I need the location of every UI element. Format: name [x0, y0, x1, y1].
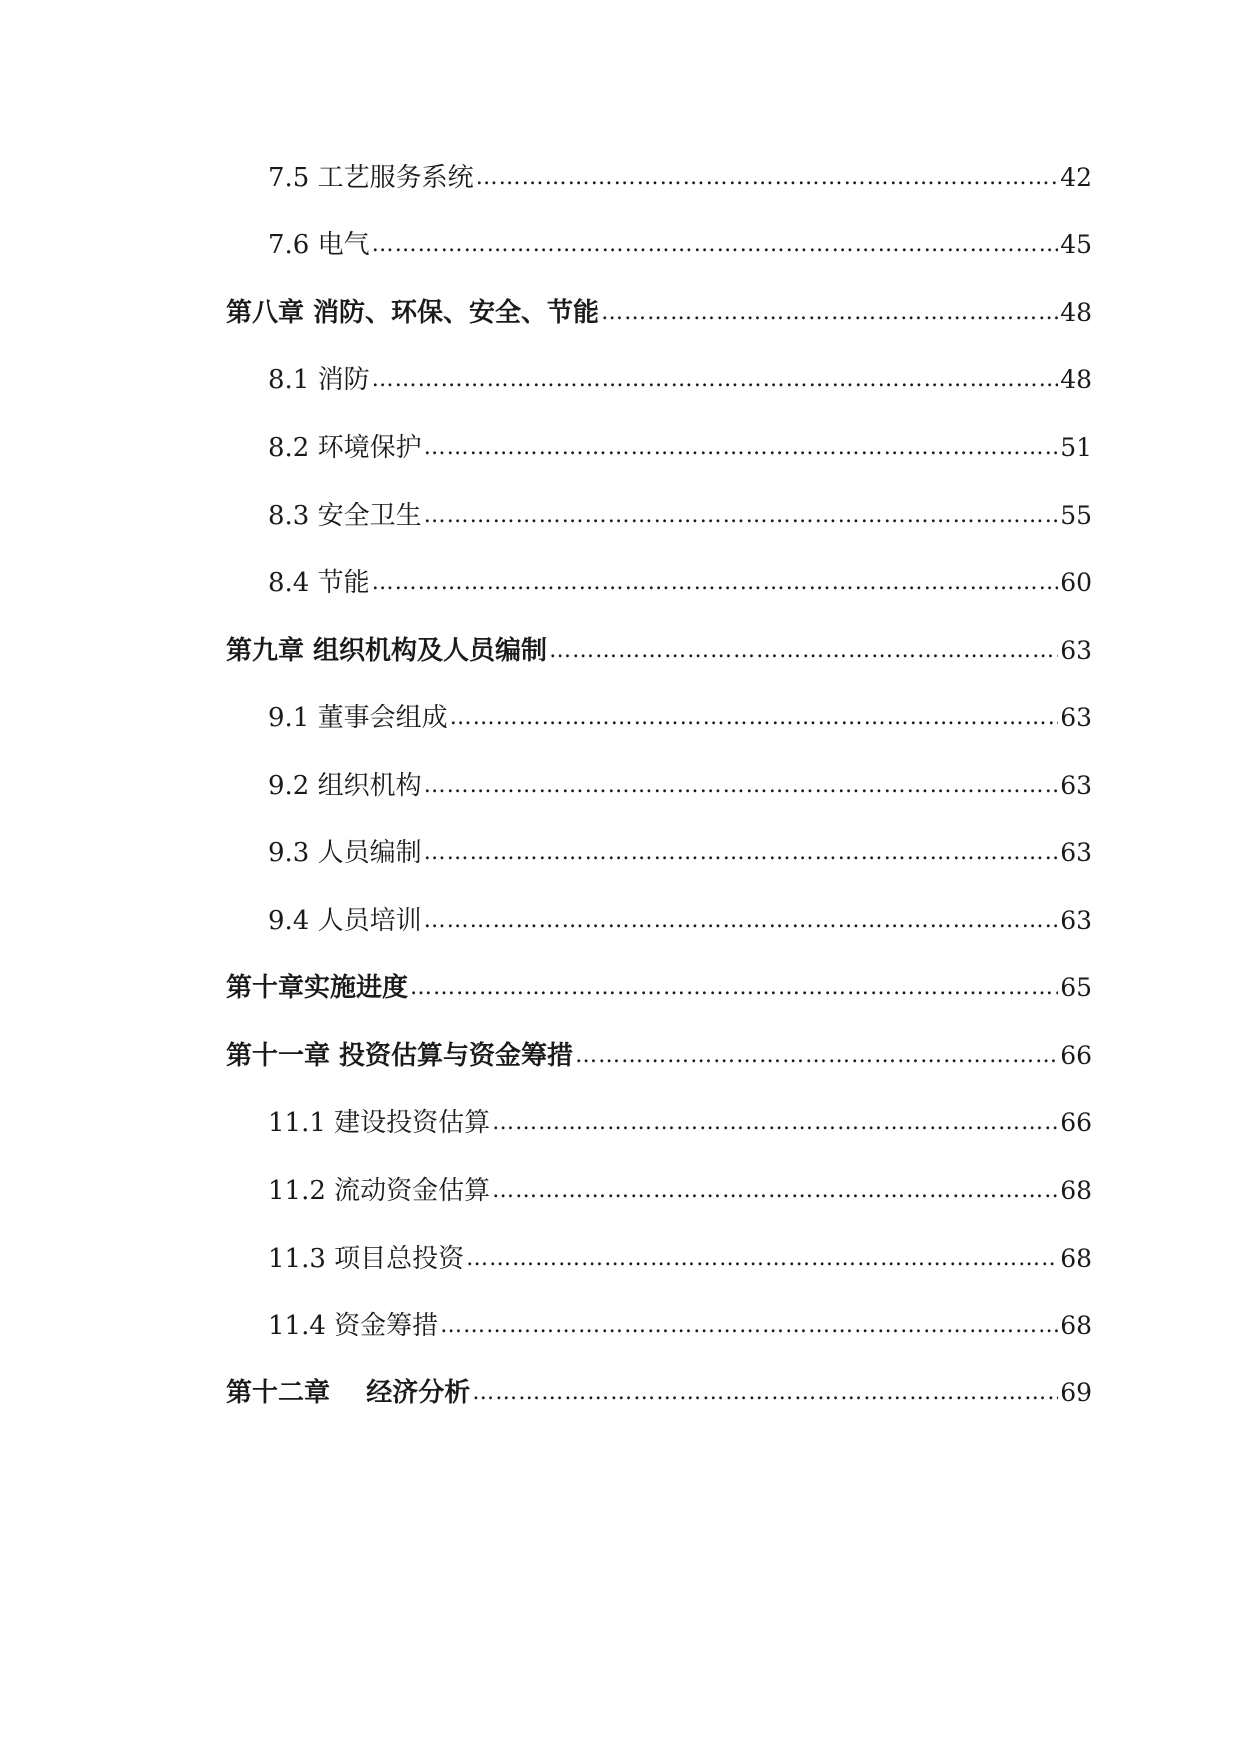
- toc-entry-label: 8.3 安全卫生: [268, 501, 422, 531]
- toc-page-number: 68: [1060, 1176, 1092, 1205]
- toc-entry-label: 11.2 流动资金估算: [268, 1176, 491, 1206]
- toc-entry-label: 8.1 消防: [268, 365, 370, 395]
- toc-entry-label: 7.5 工艺服务系统: [268, 163, 474, 193]
- dot-leader: [549, 631, 1058, 671]
- toc-page-number: 69: [1060, 1378, 1092, 1407]
- toc-entry-11-3[interactable]: [268, 1239, 1092, 1279]
- toc-chapter-label: 第九章 组织机构及人员编制: [226, 636, 548, 666]
- toc-chapter-label: 第十章实施进度: [226, 973, 409, 1003]
- dot-leader: [575, 1036, 1058, 1076]
- toc-page-number: 63: [1060, 771, 1092, 800]
- toc-page-number: 66: [1060, 1108, 1092, 1137]
- toc-page-number: 45: [1060, 230, 1092, 259]
- toc-page-number: 68: [1060, 1311, 1092, 1340]
- toc-entry-label: 11.1 建设投资估算: [268, 1108, 491, 1138]
- dot-leader: [466, 1239, 1058, 1279]
- toc-page-number: 63: [1060, 703, 1092, 732]
- toc-entry-label: 9.3 人员编制: [268, 838, 422, 868]
- toc-chapter-label: 第八章 消防、环保、安全、节能: [226, 298, 600, 328]
- toc-entry-9-4[interactable]: [268, 901, 1092, 941]
- toc-chapter-12[interactable]: [226, 1373, 1092, 1413]
- toc-entry-11-4[interactable]: [268, 1306, 1092, 1346]
- dot-leader: [424, 833, 1059, 873]
- dot-leader: [372, 563, 1059, 603]
- toc-page-number: 65: [1060, 973, 1092, 1002]
- toc-entry-7-5[interactable]: [268, 158, 1092, 198]
- toc-entry-label: 9.2 组织机构: [268, 771, 422, 801]
- toc-page-number: 42: [1060, 163, 1092, 192]
- toc-entry-label: 11.3 项目总投资: [268, 1244, 465, 1274]
- dot-leader: [372, 225, 1059, 265]
- dot-leader: [450, 698, 1059, 738]
- dot-leader: [492, 1103, 1058, 1143]
- dot-leader: [424, 428, 1059, 468]
- toc-entry-11-2[interactable]: [268, 1171, 1092, 1211]
- toc-entry-8-3[interactable]: [268, 496, 1092, 536]
- toc-entry-label: 11.4 资金筹措: [268, 1311, 439, 1341]
- toc-entry-label: 8.2 环境保护: [268, 433, 422, 463]
- toc-page-number: 55: [1060, 501, 1092, 530]
- toc-chapter-9[interactable]: [226, 631, 1092, 671]
- toc-page-number: 66: [1060, 1041, 1092, 1070]
- toc-page-number: 68: [1060, 1244, 1092, 1273]
- toc-chapter-10[interactable]: [226, 968, 1092, 1008]
- toc-page-number: 63: [1060, 636, 1092, 665]
- toc-entry-label: 7.6 电气: [268, 230, 370, 260]
- dot-leader: [440, 1306, 1058, 1346]
- dot-leader: [424, 496, 1059, 536]
- dot-leader: [424, 901, 1059, 941]
- toc-entry-label: 9.1 董事会组成: [268, 703, 448, 733]
- toc-entry-8-1[interactable]: [268, 360, 1092, 400]
- toc-chapter-label: 第十一章 投资估算与资金筹措: [226, 1041, 574, 1071]
- toc-chapter-8[interactable]: [226, 293, 1092, 333]
- toc-entry-9-1[interactable]: [268, 698, 1092, 738]
- toc-entry-9-3[interactable]: [268, 833, 1092, 873]
- toc-page-number: 63: [1060, 838, 1092, 867]
- dot-leader: [372, 360, 1059, 400]
- dot-leader: [492, 1171, 1058, 1211]
- dot-leader: [476, 158, 1059, 198]
- toc-entry-label: 9.4 人员培训: [268, 906, 422, 936]
- dot-leader: [472, 1373, 1058, 1413]
- toc-entry-8-2[interactable]: [268, 428, 1092, 468]
- toc-entry-11-1[interactable]: [268, 1103, 1092, 1143]
- toc-entry-label: 8.4 节能: [268, 568, 370, 598]
- dot-leader: [424, 766, 1059, 806]
- toc-entry-7-6[interactable]: [268, 225, 1092, 265]
- toc-entry-8-4[interactable]: [268, 563, 1092, 603]
- toc-page-number: 60: [1060, 568, 1092, 597]
- toc-page-number: 48: [1060, 298, 1092, 327]
- dot-leader: [410, 968, 1058, 1008]
- toc-entry-9-2[interactable]: [268, 766, 1092, 806]
- toc-chapter-11[interactable]: [226, 1036, 1092, 1076]
- toc-chapter-label: 第十二章 经济分析: [226, 1378, 471, 1408]
- toc-page-number: 51: [1060, 433, 1092, 462]
- toc-page-number: 48: [1060, 365, 1092, 394]
- toc-page-number: 63: [1060, 906, 1092, 935]
- dot-leader: [601, 293, 1058, 333]
